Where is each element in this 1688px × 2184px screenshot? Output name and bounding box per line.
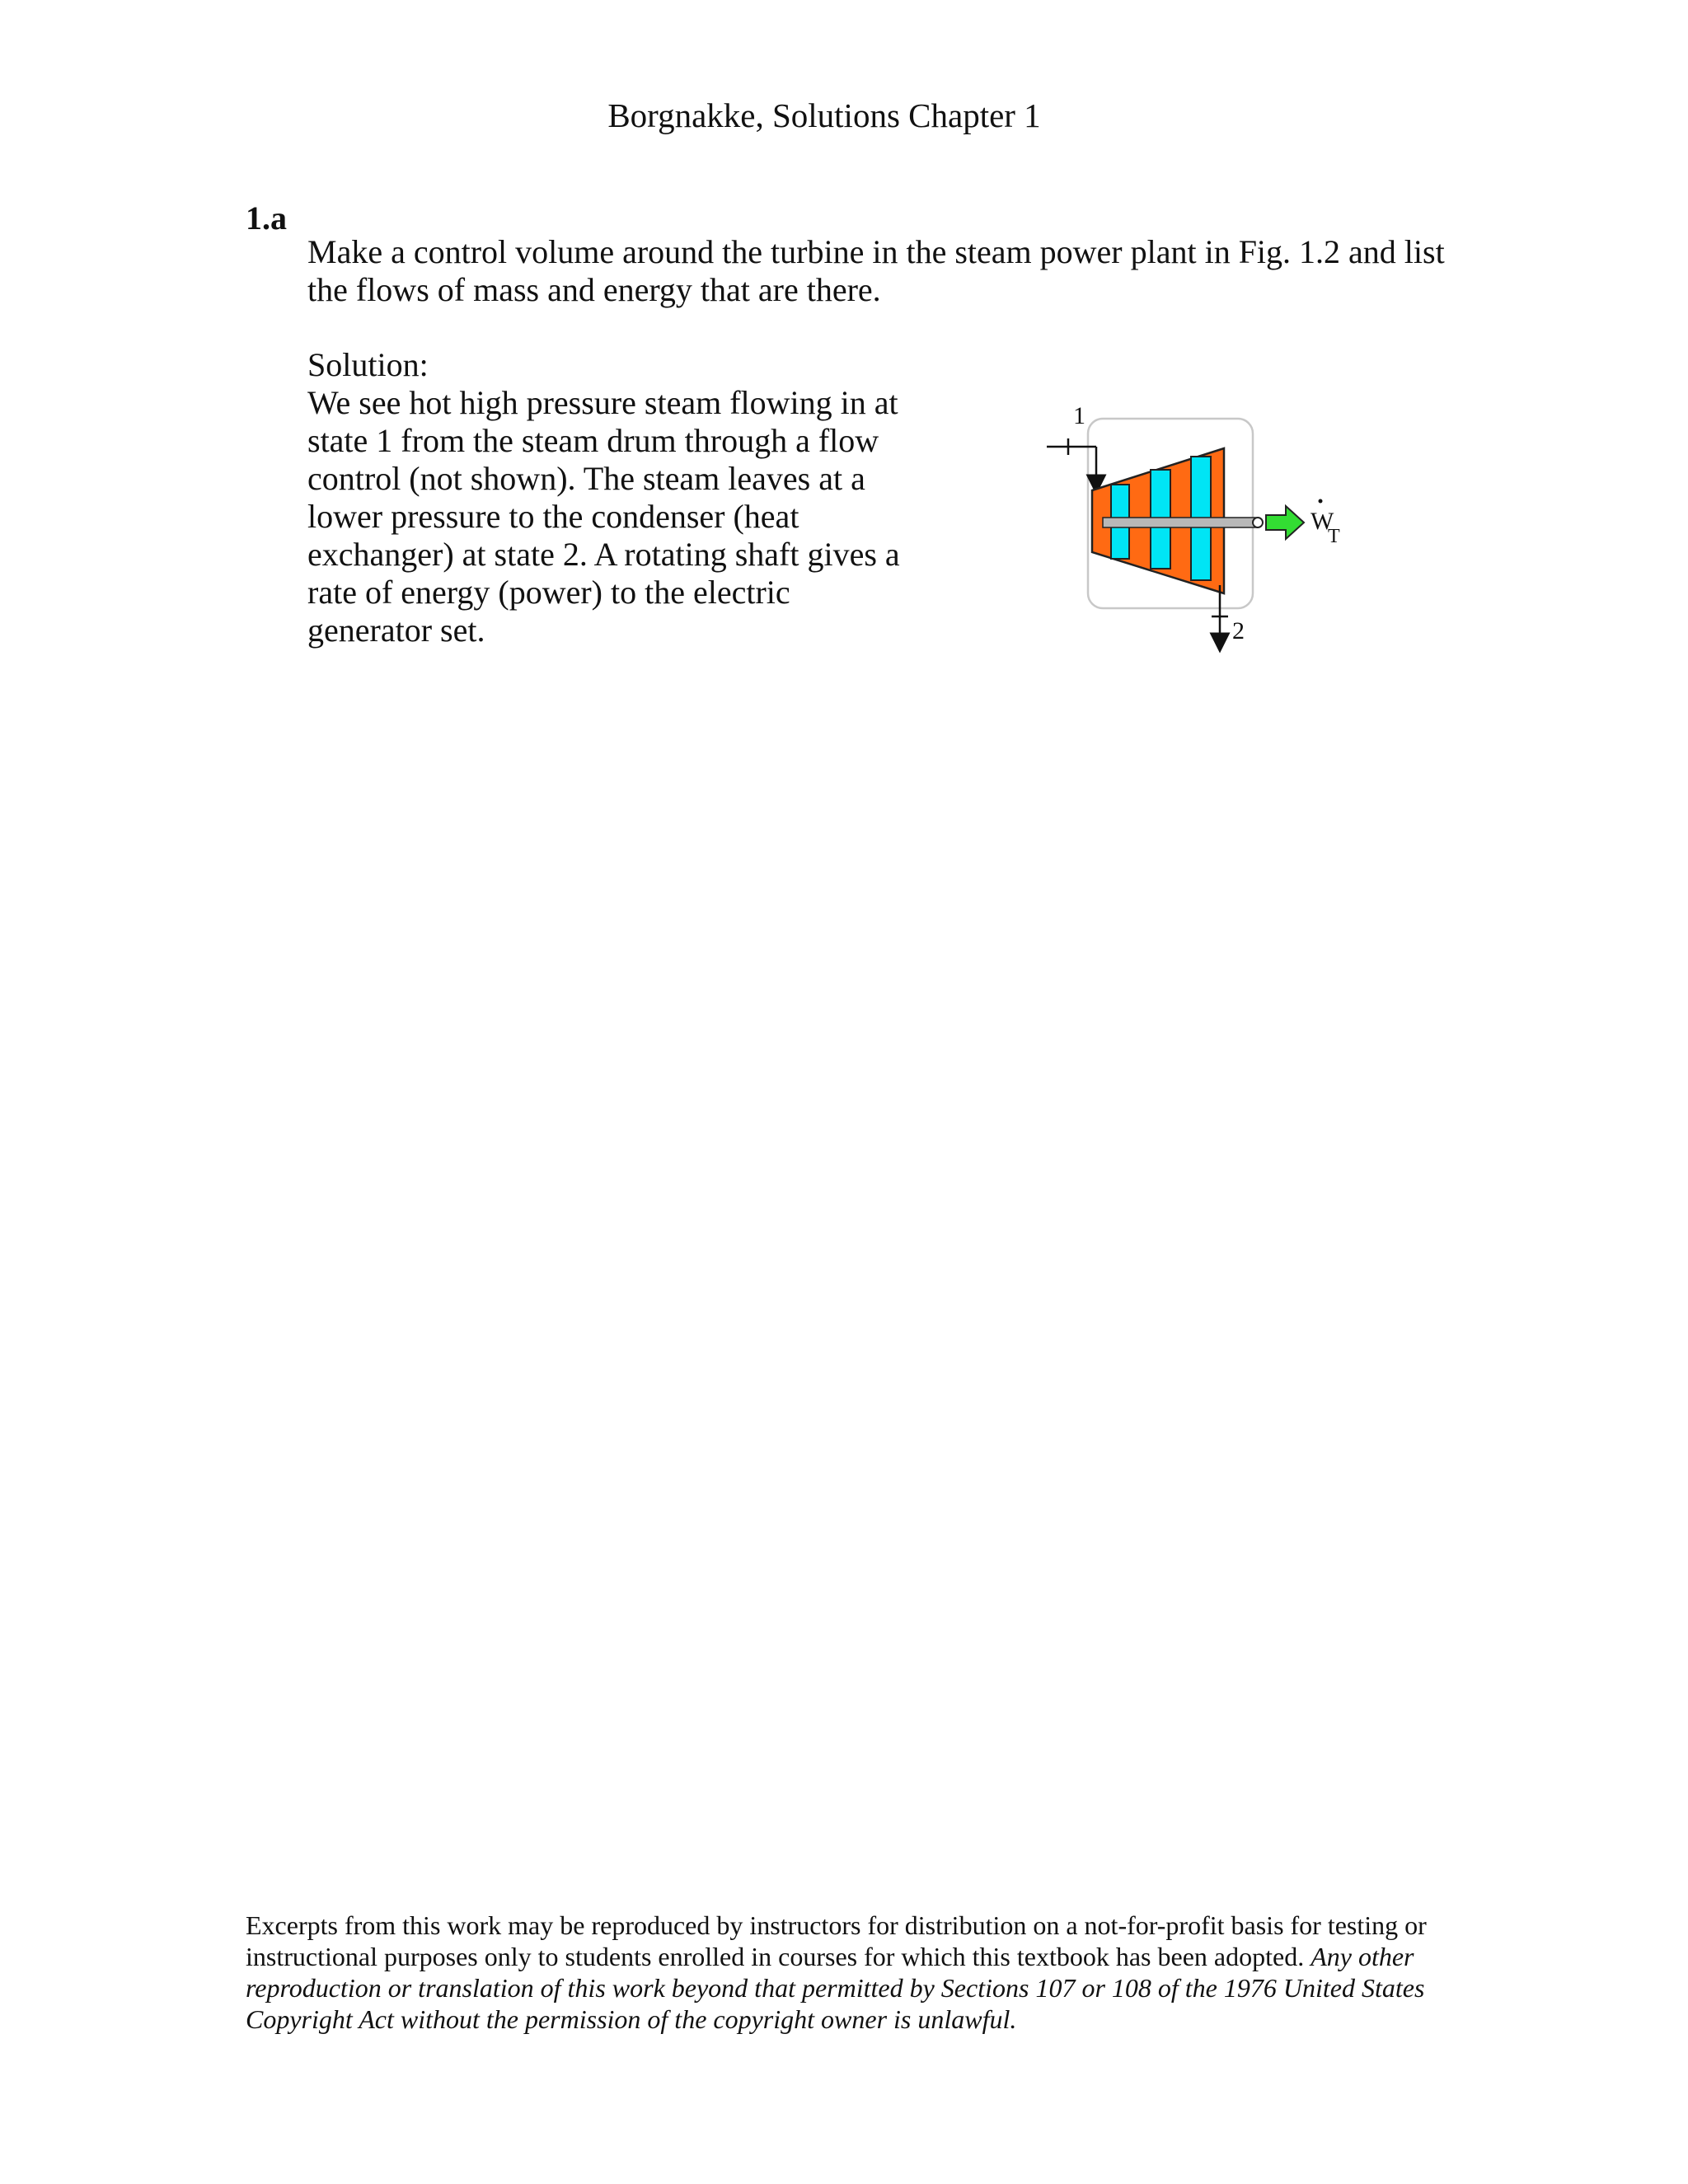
- turbine-diagram: [1039, 387, 1368, 668]
- page-header: Borgnakke, Solutions Chapter 1: [607, 96, 1041, 134]
- solution-section: [307, 346, 901, 649]
- work-rate-dot: [1319, 499, 1323, 504]
- outlet-flow-arrow: [1212, 585, 1228, 643]
- work-label-symbol: W: [1311, 508, 1334, 535]
- problem-number: 1.a: [246, 199, 287, 237]
- copyright-footer: [246, 1910, 1432, 2035]
- outlet-state-label: 2: [1232, 617, 1245, 644]
- solution-text: We see hot high pressure steam flowing in at state 1 from the steam drum through a flow control (not shown). The steam leaves at a lower pressure to the condenser (heat exchanger) at state 2. A rotating shaft gives a rate of energy (power) to the electric generator set.: [307, 384, 900, 649]
- problem-statement: Make a control volume around the turbine in the steam power plant in Fig. 1.2 and list the flows of mass and energy that are there.: [307, 233, 1445, 308]
- solution-heading: Solution:: [307, 346, 429, 383]
- rotating-shaft: [1103, 518, 1256, 527]
- shaft-end: [1253, 518, 1263, 527]
- inlet-state-label: 1: [1073, 402, 1085, 429]
- footer-italic-text: Any other reproduction or translation of this work beyond that permitted by Sections 107 or 108 of the 1976 United States Copyright Act without the permission of the copyright owner is unlawful.: [246, 1942, 1425, 2034]
- footer-text: Excerpts from this work may be reproduced by instructors for distribution on a not-for-profit basis for testing or instructional purposes only to students enrolled in courses for which this textbook has been adopted.: [246, 1910, 1427, 1971]
- work-label: [1311, 499, 1340, 548]
- work-label-subscript: T: [1328, 526, 1340, 547]
- work-output-arrow: [1266, 506, 1304, 539]
